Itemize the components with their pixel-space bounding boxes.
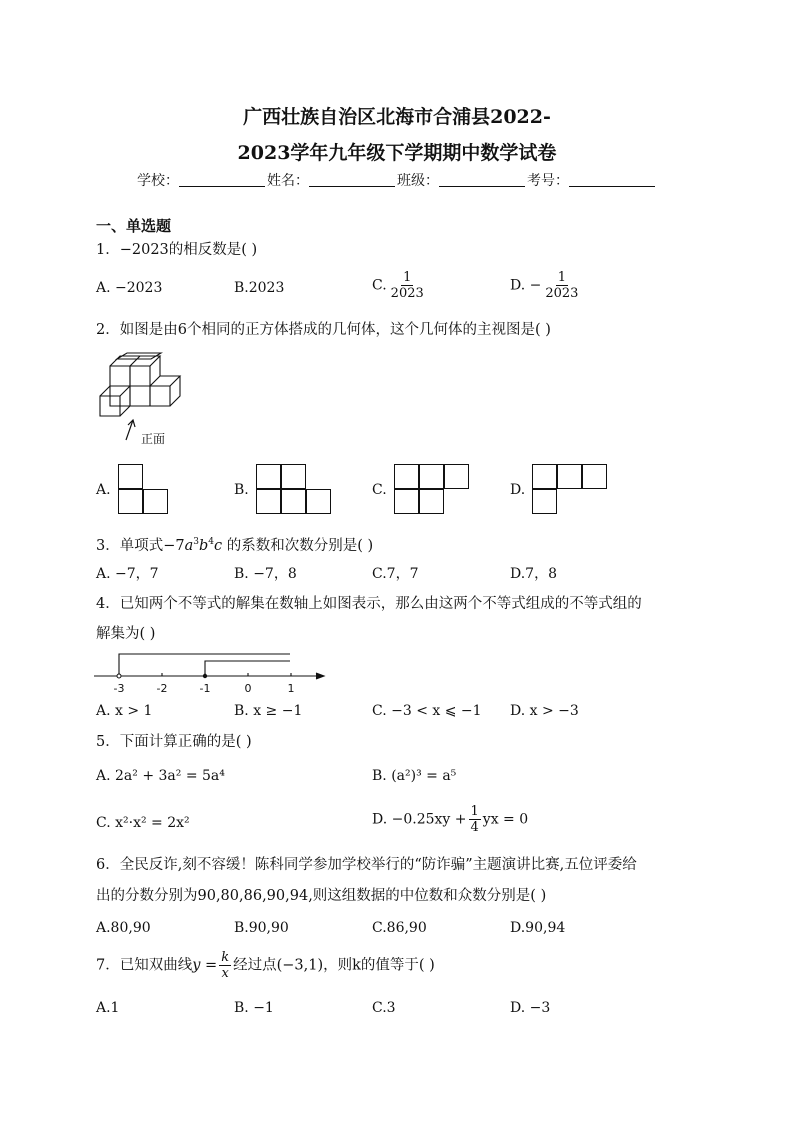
- q7-den: x: [221, 966, 229, 981]
- q3-stem-pre: 3．单项式: [96, 537, 164, 554]
- q1-d-num: 1: [557, 270, 567, 285]
- q3-stem: 3．单项式$-7a^3b^4c$ 的系数和次数分别是( ): [96, 537, 374, 554]
- q1-option-d[interactable]: [510, 270, 582, 301]
- student-info: [0, 170, 794, 190]
- field-class-blank[interactable]: [439, 172, 525, 187]
- q3-option-c[interactable]: C.7，7: [372, 566, 419, 582]
- q5-d-pre: D. −0.25xy +: [372, 811, 467, 828]
- q7-stem-post: 经过点(−3,1)，则k的值等于( ): [233, 957, 435, 974]
- q2-option-c[interactable]: C.: [372, 482, 387, 498]
- q2-stem: 2．如图是由6个相同的正方体搭成的几何体，这个几何体的主视图是( ): [96, 322, 551, 338]
- q1-stem: 1．−2023的相反数是( ): [96, 242, 258, 258]
- q5-option-c[interactable]: C. x²·x² = 2x²: [96, 815, 190, 831]
- q4-stem-line1: 4．已知两个不等式的解集在数轴上如图表示，那么由这两个不等式组成的不等式组的: [96, 596, 642, 612]
- q1-c-prefix: C.: [372, 277, 387, 294]
- q7-y-eq: y =: [192, 957, 218, 974]
- q3-option-b[interactable]: B. −7，8: [234, 566, 297, 582]
- field-name-label: 姓名：: [267, 173, 309, 189]
- q3-option-d[interactable]: D.7，8: [510, 566, 557, 582]
- tick-label: -3: [113, 682, 125, 695]
- q7-stem: [96, 950, 435, 981]
- q1-d-fraction: [543, 270, 580, 301]
- q6-option-a[interactable]: A.80,90: [96, 920, 151, 936]
- q6-option-c[interactable]: C.86,90: [372, 920, 427, 936]
- q6-stem-line2: 出的分数分别为90,80,86,90,94,则这组数据的中位数和众数分别是( ): [96, 888, 547, 904]
- tick-label: 0: [244, 682, 252, 695]
- q1-option-a[interactable]: A. −2023: [96, 280, 163, 296]
- q1-c-num: 1: [403, 270, 412, 285]
- q1-d-den: 2023: [545, 286, 579, 301]
- q7-fraction: [219, 950, 231, 981]
- tick-label: -1: [199, 682, 211, 695]
- q3-stem-post: 的系数和次数分别是( ): [226, 537, 374, 554]
- q2-option-a[interactable]: A.: [96, 482, 111, 498]
- q7-stem-pre: 7．已知双曲线: [96, 957, 193, 974]
- title-line-2: 2023学年九年级下学期期中数学试卷: [237, 142, 557, 164]
- q2-option-d[interactable]: D.: [510, 482, 526, 498]
- q5-d-num: 1: [470, 804, 479, 819]
- q6-stem-line1: 6．全民反诈,刻不容缓！陈科同学参加学校举行的“防诈骗”主题演讲比赛,五位评委给: [96, 857, 637, 873]
- q1-c-fraction: [389, 270, 426, 301]
- q1-c-den: 2023: [390, 286, 424, 301]
- number-line: [90, 648, 330, 698]
- q4-option-a[interactable]: A. x > 1: [96, 703, 153, 719]
- field-number-label: 考号：: [527, 173, 569, 189]
- q7-option-d[interactable]: D. −3: [510, 1000, 551, 1016]
- field-school-label: 学校：: [137, 173, 179, 189]
- q5-option-a[interactable]: A. 2a² + 3a² = 5a⁴: [96, 768, 225, 784]
- q4-option-b[interactable]: B. x ≥ −1: [234, 703, 303, 719]
- q7-option-b[interactable]: B. −1: [234, 1000, 274, 1016]
- q6-option-d[interactable]: D.90,94: [510, 920, 566, 936]
- q5-stem: 5．下面计算正确的是( ): [96, 734, 252, 750]
- field-name-blank[interactable]: [309, 172, 395, 187]
- q7-option-c[interactable]: C.3: [372, 1000, 396, 1016]
- q1-option-c[interactable]: [372, 270, 428, 301]
- q5-option-b[interactable]: B. (a²)³ = a⁵: [372, 768, 457, 784]
- q3-option-a[interactable]: A. −7，7: [96, 566, 159, 582]
- q5-d-fraction: [469, 804, 481, 835]
- q6-option-b[interactable]: B.90,90: [234, 920, 289, 936]
- title-line-1: 广西壮族自治区北海市合浦县2022-: [243, 106, 551, 128]
- q3-coef: −7: [163, 537, 185, 554]
- q4-option-c[interactable]: C. −3 < x ⩽ −1: [372, 703, 482, 719]
- q7-num: k: [221, 950, 230, 965]
- q5-option-d[interactable]: [372, 804, 528, 835]
- q2-option-b[interactable]: B.: [234, 482, 249, 498]
- tick-label: -2: [156, 682, 168, 695]
- q1-d-prefix: D. −: [510, 277, 542, 294]
- q7-option-a[interactable]: A.1: [96, 1000, 120, 1016]
- q5-d-post: yx = 0: [482, 811, 529, 828]
- field-school-blank[interactable]: [179, 172, 265, 187]
- tick-label: 1: [287, 682, 295, 695]
- q5-d-den: 4: [470, 820, 479, 835]
- q4-stem-line2: 解集为( ): [96, 626, 156, 642]
- field-number-blank[interactable]: [569, 172, 655, 187]
- q1-option-b[interactable]: B.2023: [234, 280, 285, 296]
- front-label: 正面: [141, 432, 166, 446]
- field-class-label: 班级：: [397, 173, 439, 189]
- section-title: 一、单选题: [96, 217, 172, 235]
- q4-option-d[interactable]: D. x > −3: [510, 703, 579, 719]
